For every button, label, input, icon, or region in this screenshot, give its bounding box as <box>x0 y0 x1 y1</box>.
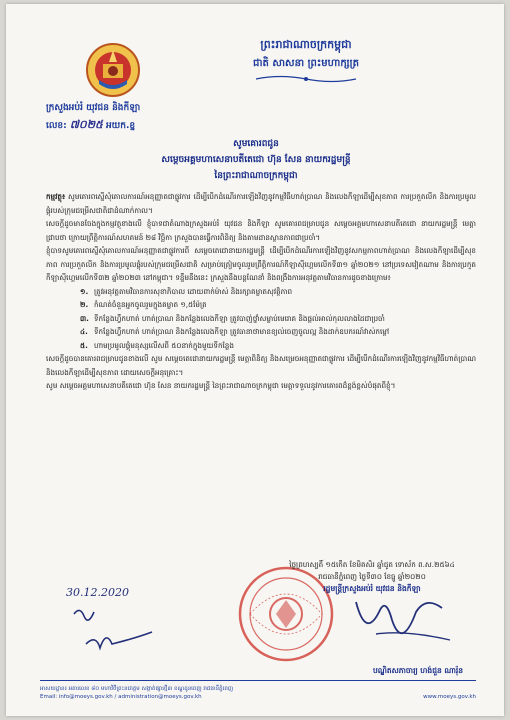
letter-page <box>6 4 504 716</box>
handwritten-date: 30.12.2020 <box>66 586 129 599</box>
list-item: ៤. ទីកន្លែងហ្វឹកហាត់ ហាត់ប្រាណ និងកន្លែងលេងកីឡា ត្រូវធានាថាមានខ្យល់ចេញចូលល្អ និងដាក់ឧបករណ៍វាស់កម្ដៅ <box>80 327 390 336</box>
ministry-name: ក្រសួងអប់រំ យុវជន និងកីឡា <box>46 103 141 113</box>
recipient-country: នៃព្រះរាជាណាចក្រកម្ពុជា <box>214 171 298 181</box>
body-paragraph-3: សេចក្ដីដូចបានគោរពជម្រាបជូនខាងលើ សូម សម្ដេចតេជោនាយករដ្ឋមន្ត្រី មេត្តាពិនិត្យ និងសម្រេចអនុញ្ញាតជាផ្លូវការ ដើម្បីបើកដំណើរការឡើងវិញនូវកម្មវិធីហាត់ប្រាណ និងលេងកីឡាដើម្បីសុខភាព ដោយសេចក្ដីអនុគ្រោះ។ <box>46 354 476 377</box>
body-paragraph-2: ខ្ញុំបាទសូមគោរពស្នើសុំគោលការណ៍អនុញ្ញាតជាផ្លូវការពី សម្ដេចតេជោនាយករដ្ឋមន្ត្រី ដើម្បីបើកដំណើរការឡើងវិញនូវសកម្មភាពហាត់ប្រាណ និងលេងកីឡាដើម្បីសុខភាព ការប្រកួតលីក និងការប្រមូលផ្ដុំរបស់ក្រុមជម្រើសជាតិ សម្រាប់ត្រៀមចូលរួមព្រឹត្តិការណ៍កីឡាស៊ីហ្គេមលើកទី៣១ ឆ្នាំ២០២១ នៅប្រទេសវៀតណាម និងការប្រកួតកីឡាស៊ីហ្គេមលើកទី៣២ ឆ្នាំ២០២៣ នៅកម្ពុជា។ ទន្ទឹមនឹងនេះ ក្រសួងនឹងបន្តណែនាំ និងពង្រឹងការអនុវត្តតាមវិធានការដូចខាងក្រោម៖ <box>46 246 476 282</box>
list-item: ១. ត្រូវអនុវត្តតាមវិធានការសុខាភិបាល ដោយពាក់ម៉ាស់ និងរក្សាគម្លាតសុវត្ថិភាព <box>80 286 293 296</box>
handwritten-approval-mark-icon <box>66 604 156 654</box>
ornament-divider-icon <box>254 74 358 84</box>
signer-name: បណ្ឌិតសភាចារ្យ ហង់ជួន ណារ៉ុន <box>372 666 464 675</box>
footer-website: www.moeys.gov.kh <box>423 694 476 700</box>
list-item: ៣. ទីកន្លែងហ្វឹកហាត់ ហាត់ប្រាណ និងកន្លែងលេងកីឡា ត្រូវបាញ់ថ្នាំសម្លាប់មេរោគ និងផ្ដល់អាល់កុលលាងដៃជាប្រចាំ <box>80 313 385 323</box>
closing-paragraph: សូម សម្ដេចអគ្គមហាសេនាបតីតេជោ ហ៊ុន សែន នាយករដ្ឋមន្ត្រី នៃព្រះរាជាណាចក្រកម្ពុជា មេត្តាទទួលនូវការគោរពដ៏ខ្ពង់ខ្ពស់បំផុតពីខ្ញុំ។ <box>46 381 396 390</box>
ref-label: លេខ: <box>46 121 67 131</box>
motto-header: ជាតិ សាសនា ព្រះមហាក្សត្រ <box>253 58 359 69</box>
kingdom-header: ព្រះរាជាណាចក្រកម្ពុជា <box>260 38 352 51</box>
minister-signature-icon <box>346 590 456 660</box>
salutation: សូមគោរពជូន <box>233 139 279 149</box>
footer-address: អាសយដ្ឋាន៖ អគារលេខ ៨០ មហាវិថីព្រះនរោត្តម សង្កាត់ផ្សារថ្មី៣ ខណ្ឌដូនពេញ រាជធានីភ្នំពេញ <box>40 686 234 692</box>
minister-title: រដ្ឋមន្ត្រីក្រសួងអប់រំ យុវជន និងកីឡា <box>323 584 421 593</box>
list-item: ២. កំណត់ចំនួនអ្នកចូលរួមក្នុងគម្លាត ១,៥ម៉ែត្រ <box>80 300 207 309</box>
solar-date: រាជធានីភ្នំពេញ ថ្ងៃទី៣០ ខែធ្នូ ឆ្នាំ២០២០ <box>318 572 426 581</box>
footer-divider <box>40 680 476 681</box>
list-item: ៥. ហាមប្រមូលផ្ដុំមនុស្សលើសពី ៥០នាក់ក្នុងមួយទីកន្លែង <box>80 340 234 350</box>
footer-email: Email: info@moeys.gov.kh / administration@moeys.gov.kh <box>40 694 202 700</box>
recipient-name: សម្ដេចអគ្គមហាសេនាបតីតេជោ ហ៊ុន សែន នាយករដ្ឋមន្ត្រី <box>161 155 351 165</box>
subject-label: កម្មវត្ថុ៖ <box>46 192 66 201</box>
ref-number: ៧០២៥ <box>69 118 103 131</box>
reference-line <box>46 118 135 134</box>
subject-text: សូមគោរពស្នើសុំគោលការណ៍អនុញ្ញាតជាផ្លូវការ ដើម្បីបើកដំណើរការឡើងវិញនូវកម្មវិធីហាត់ប្រាណ និងលេងកីឡាដើម្បីសុខភាព ការប្រកួតលីក និងការប្រមូលផ្ដុំរបស់ក្រុមជម្រើសជាតិជាដំណាក់កាល។ <box>46 192 476 215</box>
subject-paragraph <box>46 190 476 217</box>
footer <box>40 685 476 701</box>
measures-list <box>46 285 476 353</box>
ref-suffix: អយក.ខ្ន <box>105 121 136 131</box>
body-paragraph-1: សេចក្ដីដូចមានចែងក្នុងកម្មវត្ថុខាងលើ ខ្ញុំបាទជាតំណាងក្រសួងអប់រំ យុវជន និងកីឡា សូមគោរពជម្រាបជូន សម្ដេចអគ្គមហាសេនាបតីតេជោ នាយករដ្ឋមន្ត្រី មេត្តាជ្រាបថា ក្រោយព្រឹត្តិការណ៍សហគមន៍ ២៨ វិច្ឆិកា ក្រសួងបានធ្វើការពិនិត្យ និងតាមដានស្ថានភាពជាប្រចាំ។ <box>46 219 476 242</box>
letter-body <box>46 190 476 393</box>
ministry-emblem-icon <box>84 40 142 98</box>
lunar-date: ថ្ងៃព្រហស្បតិ៍ ១៥កើត ខែមិគសិរ ឆ្នាំជូត ទោស័ក ព.ស.២៥៦៤ <box>289 560 455 569</box>
